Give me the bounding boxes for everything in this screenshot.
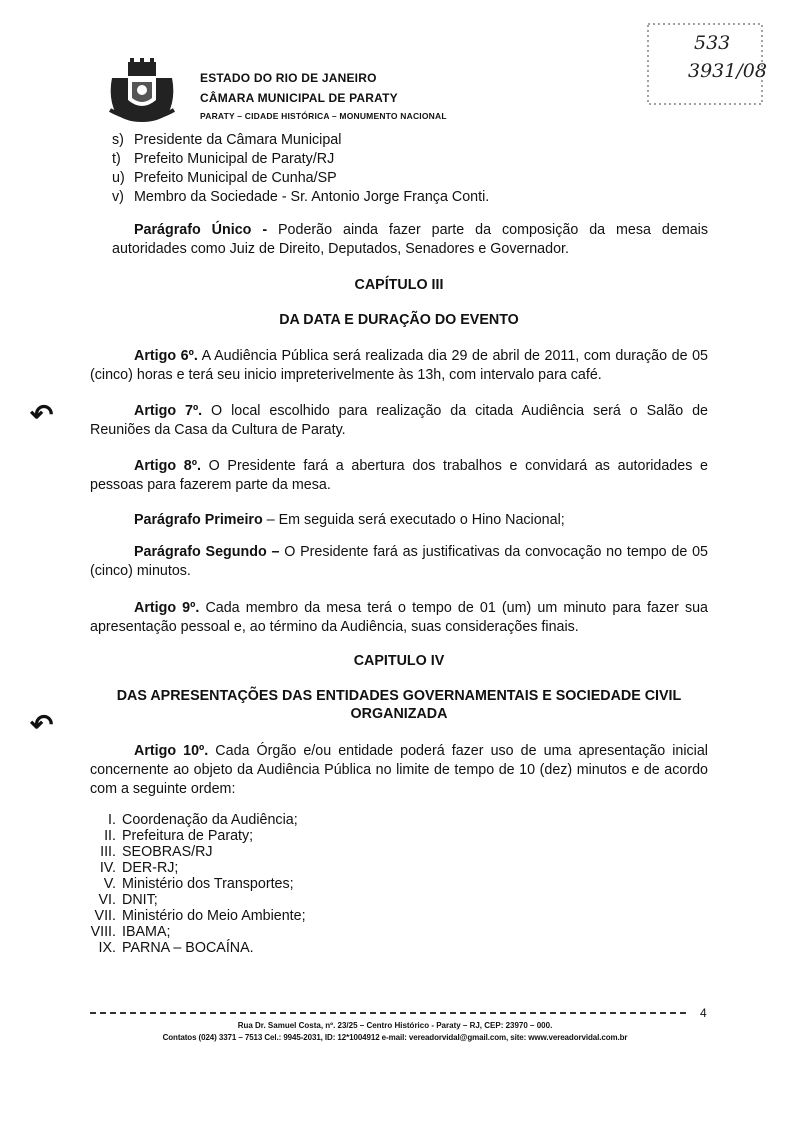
- paragrafo-unico: Parágrafo Único - Poderão ainda fazer parte da composição da mesa demais autoridades como Juiz de Direito, Deputados, Senadores e Governador.: [112, 222, 709, 257]
- artigo-6: Artigo 6º. A Audiência Pública será realizada dia 29 de abril de 2011, com duração de 05 (cinco) horas e terá seu inicio impreterivelmente às 13h, com intervalo para café.: [90, 348, 708, 383]
- stamp-number: 533: [694, 32, 731, 54]
- footer-contacts: Contatos (024) 3371 – 7513 Cel.: 9945-2031, ID: 12*1004912 e-mail: vereadorvidal@gmail.com, site: www.vereadorvidal.com.br: [162, 1033, 628, 1042]
- paragrafo-segundo: Parágrafo Segundo – O Presidente fará as justificativas da convocação no tempo de 05 (cinco) minutos.: [90, 544, 708, 579]
- list-item: IX. PARNA – BOCAÍNA.: [98, 940, 254, 956]
- footer-divider: [90, 1012, 686, 1014]
- list-item: II. Prefeitura de Paraty;: [104, 828, 254, 844]
- presentation-order-list: [78, 812, 306, 956]
- header-state: ESTADO DO RIO DE JANEIRO: [200, 71, 377, 85]
- chapter-4-title: CAPITULO IV: [353, 653, 445, 669]
- list-item: t) Prefeito Municipal de Paraty/RJ: [112, 151, 335, 167]
- protocol-stamp: [646, 22, 767, 106]
- artigo-9: Artigo 9º. Cada membro da mesa terá o tempo de 01 (um) um minuto para fazer sua apresentação pessoal e, ao término da Audiência, suas considerações finais.: [90, 600, 708, 635]
- list-item: VII. Ministério do Meio Ambiente;: [94, 908, 306, 924]
- list-item: u) Prefeito Municipal de Cunha/SP: [112, 170, 337, 186]
- punch-mark-icon: ↶: [30, 709, 54, 740]
- artigo-7: Artigo 7º. O local escolhido para realização da citada Audiência será o Salão de Reuniões da Casa da Cultura de Paraty.: [90, 403, 708, 438]
- list-item: VIII. IBAMA;: [90, 924, 171, 940]
- coat-of-arms-icon: [106, 58, 178, 124]
- punch-mark-icon: ↶: [30, 399, 54, 430]
- footer-address: Rua Dr. Samuel Costa, nº. 23/25 – Centro Histórico - Paraty – RJ, CEP: 23970 – 000.: [237, 1021, 553, 1030]
- stamp-process: 3931/08: [688, 60, 767, 82]
- header-motto: PARATY – CIDADE HISTÓRICA – MONUMENTO NACIONAL: [200, 111, 447, 121]
- chapter-3-title: CAPÍTULO III: [354, 277, 444, 293]
- list-item: III. SEOBRAS/RJ: [100, 844, 213, 860]
- list-item: V. Ministério dos Transportes;: [103, 876, 294, 892]
- list-item: v) Membro da Sociedade - Sr. Antonio Jorge França Conti.: [112, 189, 490, 205]
- artigo-10: Artigo 10º. Cada Órgão e/ou entidade poderá fazer uso de uma apresentação inicial concernente ao objeto da Audiência Pública no limite de tempo de 10 (dez) minutos e de acordo com a seguinte ordem:: [90, 743, 708, 797]
- header-chamber: CÂMARA MUNICIPAL DE PARATY: [200, 91, 398, 105]
- chapter-3-subtitle: DA DATA E DURAÇÃO DO EVENTO: [279, 312, 519, 328]
- page-number: 4: [700, 1006, 707, 1020]
- members-list: [112, 131, 489, 207]
- list-item: I. Coordenação da Audiência;: [108, 812, 298, 828]
- list-item: IV. DER-RJ;: [99, 860, 179, 876]
- paragrafo-primeiro: Parágrafo Primeiro – Em seguida será executado o Hino Nacional;: [134, 512, 565, 528]
- list-item: s) Presidente da Câmara Municipal: [112, 132, 342, 148]
- chapter-4-subtitle: DAS APRESENTAÇÕES DAS ENTIDADES GOVERNAMENTAIS E SOCIEDADE CIVIL ORGANIZADA: [116, 688, 682, 722]
- list-item: VI. DNIT;: [98, 892, 158, 908]
- artigo-8: Artigo 8º. O Presidente fará a abertura dos trabalhos e convidará as autoridades e pessoas para fazerem parte da mesa.: [90, 458, 708, 493]
